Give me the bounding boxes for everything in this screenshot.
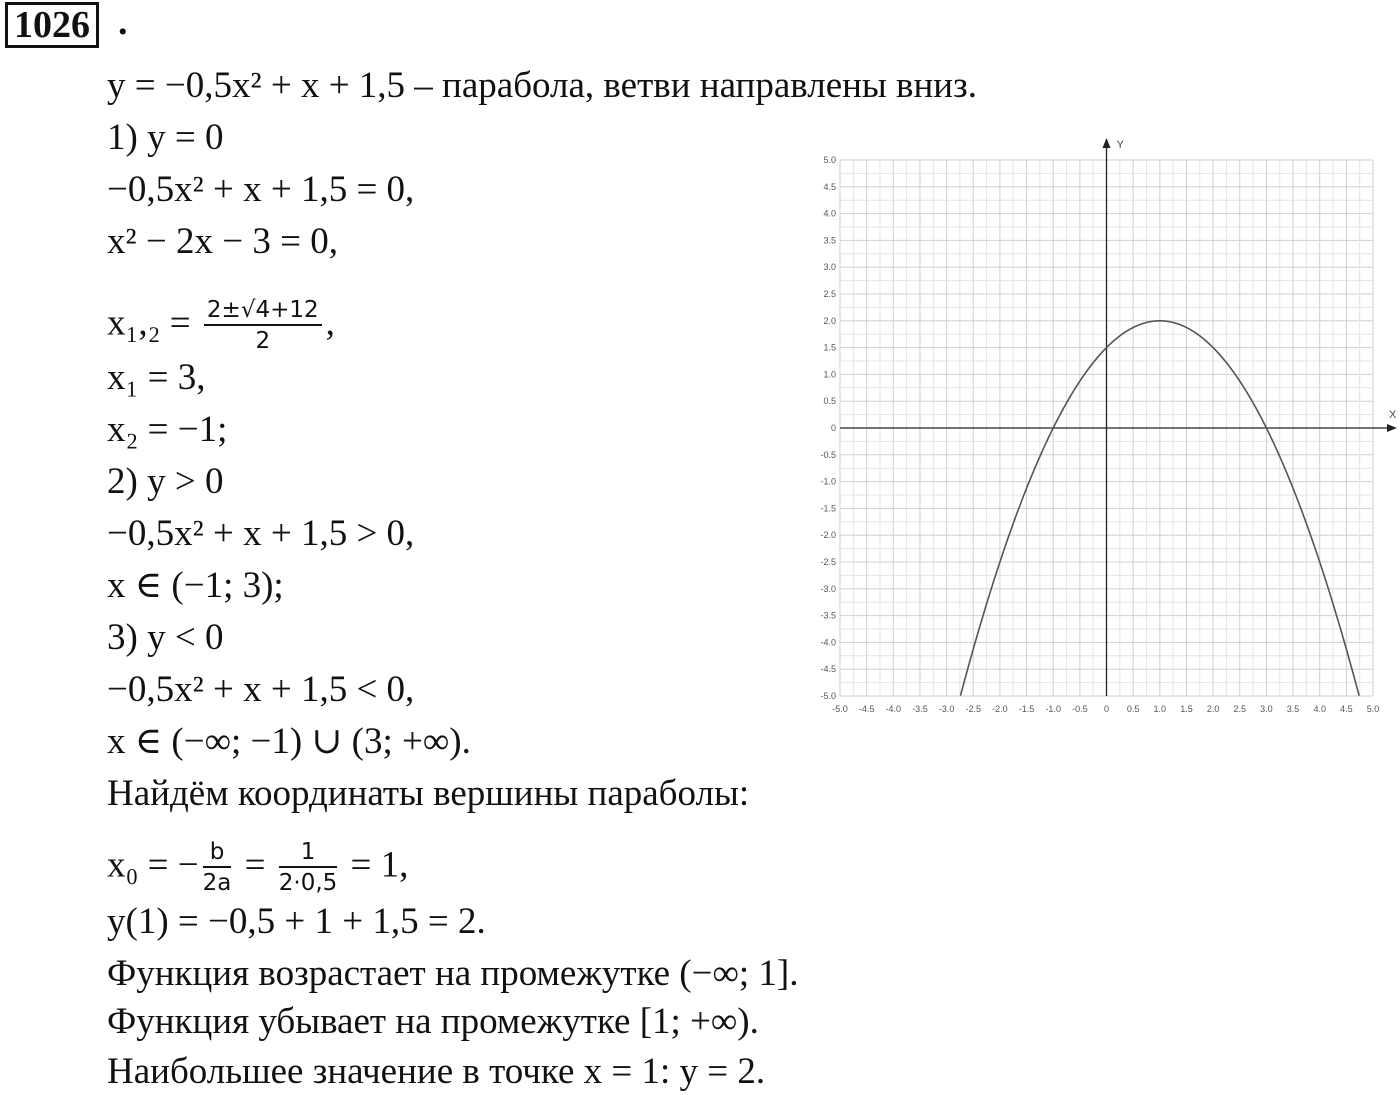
x-axis-arrow-icon xyxy=(1387,424,1397,432)
roots-denominator: 2 xyxy=(255,328,271,354)
line-interval-neg: x ∈ (−∞; −1) ∪ (3; +∞). xyxy=(107,721,471,762)
y-tick-label: 0.5 xyxy=(823,396,836,407)
y-tick-label: 3.0 xyxy=(823,262,836,273)
y-tick-label: 5.0 xyxy=(823,155,836,165)
x-tick-label: -2.0 xyxy=(992,704,1008,714)
x-tick-label: 3.0 xyxy=(1260,704,1273,714)
x-tick-label: -2.5 xyxy=(965,704,982,714)
line-quadratic: x² − 2x − 3 = 0, xyxy=(107,221,338,262)
line-equation: y = −0,5x² + x + 1,5 – парабола, ветви направлены вниз. xyxy=(107,65,977,106)
x-tick-label: 4.5 xyxy=(1340,704,1353,714)
x-tick-label: -0.5 xyxy=(1072,704,1088,714)
y-tick-label: 2.0 xyxy=(823,315,836,326)
x-tick-label: 1.5 xyxy=(1180,704,1193,714)
y-tick-label: -5.0 xyxy=(820,691,836,701)
y-tick-label: -3.0 xyxy=(820,583,836,594)
y-tick-label: 0 xyxy=(830,423,836,433)
line-vertex-x xyxy=(107,838,408,898)
y-tick-label: -2.0 xyxy=(820,530,836,541)
line-max-value: Наибольшее значение в точке x = 1: y = 2. xyxy=(107,1051,766,1092)
line-case3: 3) y < 0 xyxy=(107,617,224,658)
y-tick-label: 4.0 xyxy=(823,208,836,219)
x-tick-label: 0 xyxy=(1103,704,1110,714)
x-tick-label: -4.0 xyxy=(885,704,902,714)
x-tick-label: 5.0 xyxy=(1366,704,1380,714)
y-tick-label: -4.5 xyxy=(820,664,836,675)
vertex-frac2-den: 2·0,5 xyxy=(278,870,338,896)
x-tick-label: -1.0 xyxy=(1045,704,1061,714)
vertex-label: x₀ = − xyxy=(107,844,199,886)
x-tick-label: 4.0 xyxy=(1313,704,1326,714)
x-tick-label: 3.5 xyxy=(1286,704,1300,714)
x-tick-label: 1.0 xyxy=(1153,704,1167,714)
roots-fraction xyxy=(204,296,322,356)
y-tick-label: -4.0 xyxy=(820,637,836,648)
x-tick-label: -3.0 xyxy=(938,704,955,714)
y-tick-label: -2.5 xyxy=(820,557,836,567)
line-ineq-pos: −0,5x² + x + 1,5 > 0, xyxy=(107,513,415,554)
y-tick-label: 3.5 xyxy=(823,235,836,246)
vertex-eq: = xyxy=(235,844,275,886)
y-tick-label: 4.5 xyxy=(823,181,836,192)
line-case1: 1) y = 0 xyxy=(107,117,224,158)
vertex-frac2-num: 1 xyxy=(279,838,338,868)
x-tick-label: -1.5 xyxy=(1018,704,1035,714)
y-tick-label: -1.0 xyxy=(820,476,836,487)
problem-number: 1026 xyxy=(5,2,99,48)
line-vertex-heading: Найдём координаты вершины параболы: xyxy=(107,773,750,814)
y-tick-label: 1.0 xyxy=(823,369,836,380)
roots-numerator: 2±√4+12 xyxy=(204,296,322,326)
y-axis-label: Y xyxy=(1116,139,1124,151)
vertex-fraction-2 xyxy=(279,838,338,898)
line-increasing: Функция возрастает на промежутке (−∞; 1]. xyxy=(107,953,799,994)
x-tick-label: 0.5 xyxy=(1126,704,1140,714)
y-axis-arrow-icon xyxy=(1103,138,1111,148)
line-vertex-y: y(1) = −0,5 + 1 + 1,5 = 2. xyxy=(107,901,486,942)
line-case2: 2) y > 0 xyxy=(107,461,224,502)
line-decreasing: Функция убывает на промежутке [1; +∞). xyxy=(107,1001,759,1042)
y-tick-label: -1.5 xyxy=(820,503,836,514)
line-roots-formula xyxy=(107,296,335,356)
vertex-tail: = 1, xyxy=(341,844,409,886)
x-tick-label: -3.5 xyxy=(912,704,928,714)
line-x1: x₁ = 3, xyxy=(107,357,206,398)
vertex-frac1-num: b xyxy=(203,838,232,868)
roots-suffix: , xyxy=(325,302,335,344)
y-tick-label: 2.5 xyxy=(823,289,836,299)
parabola-chart xyxy=(800,130,1400,730)
vertex-frac1-den: 2a xyxy=(202,870,232,896)
x-tick-label: -4.5 xyxy=(858,704,875,714)
x-tick-label: -5.0 xyxy=(832,704,848,714)
roots-label: x₁,₂ = xyxy=(107,302,200,344)
y-tick-label: -0.5 xyxy=(820,449,836,460)
line-x2: x₂ = −1; xyxy=(107,409,228,450)
vertex-fraction-1 xyxy=(203,838,232,898)
line-eq-zero: −0,5x² + x + 1,5 = 0, xyxy=(107,169,415,210)
x-tick-label: 2.0 xyxy=(1206,704,1220,714)
x-tick-label: 2.5 xyxy=(1233,704,1247,714)
y-tick-label: -3.5 xyxy=(820,610,836,621)
problem-number-dot: . xyxy=(118,1,128,43)
line-ineq-neg: −0,5x² + x + 1,5 < 0, xyxy=(107,669,415,710)
line-interval-pos: x ∈ (−1; 3); xyxy=(107,565,284,606)
x-axis-label: X xyxy=(1389,409,1397,421)
y-tick-label: 1.5 xyxy=(823,342,836,353)
